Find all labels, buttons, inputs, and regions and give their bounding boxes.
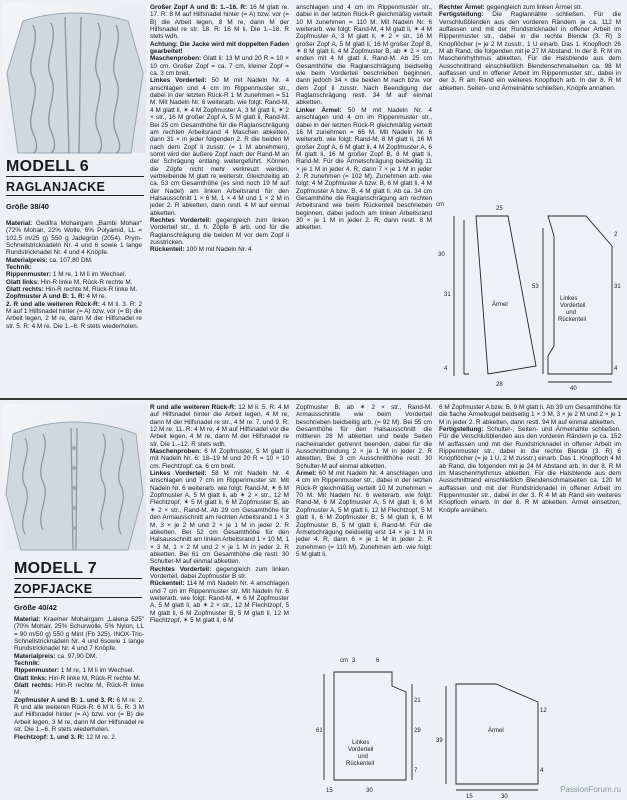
model6-column-4: [439, 4, 621, 194]
model7-sleeve-label: Ärmel: [488, 728, 504, 734]
instruction-paragraph: [6, 286, 142, 293]
instruction-text: 114 M mit Nadeln Nr. 4 anschlagen und 7 cm im Rippenmuster str. Mit Nadeln Nr. 6 weiterarb. wie folgt: Rand-M, ✶ 6 M Zopfmuster A, 5 M glatt li, ab ✶ 2 × str., 12 M Flechtzopf, 5 M glatt li, 6 M Zopfmuster B, 5 M glatt li, 12 M Flechtzopf, ✶ 5 M glatt li, 6 M: [150, 580, 289, 624]
instruction-heading: Linkes Vorderteil:: [150, 77, 207, 85]
instruction-heading: Rechter Ärmel:: [439, 4, 485, 11]
svg-text:39: 39: [436, 738, 443, 744]
svg-text:4: 4: [614, 366, 618, 372]
instruction-paragraph: [150, 566, 289, 581]
instruction-text: ca. 97,90 DM.: [55, 652, 98, 660]
instruction-heading: Maschenproben:: [150, 448, 202, 456]
svg-text:3: 3: [352, 658, 356, 664]
instruction-text: Kraemer Mohairgarn „Lalena 525“ (70% Mohair, 25% Schurwolle, 5% Nylon, LL = 90 m/50 g) 550 g Mint (Fb 325). INOX-Tric-Schnellstricknadeln Nr. 4 und 6sowie 1 lange Rundstricknadel Nr. 4 und 7 Knöpfe.: [14, 616, 144, 653]
svg-text:53: 53: [532, 284, 539, 290]
instruction-text: Hin-R rechte M, Rück-R linke M.: [43, 286, 138, 294]
instruction-text: 6 M Zopfmuster, 5 M glatt li mit Nadeln Nr. 6: 18–19 M und 20 R = 10 × 10 cm. Flechtzopf: ca. 6 cm breit.: [150, 448, 289, 470]
instruction-paragraph: [296, 4, 432, 107]
model6-column-3: [296, 4, 432, 390]
svg-text:4: 4: [444, 366, 448, 372]
svg-text:40: 40: [570, 386, 577, 392]
instruction-text: 12 M re. 2.: [84, 733, 117, 741]
instruction-heading: Material:: [14, 616, 41, 623]
model7-title: MODELL 7: [14, 560, 98, 577]
instruction-paragraph: [150, 246, 289, 253]
svg-text:2: 2: [614, 232, 618, 238]
instruction-paragraph: [14, 653, 144, 660]
svg-text:15: 15: [326, 788, 333, 794]
instruction-text: 4 M re.: [84, 293, 107, 301]
model7-subtitle: ZOPFJACKE: [14, 582, 93, 596]
instruction-text: Hin-R linke M, Rück-R rechte M.: [39, 278, 133, 286]
svg-text:7: 7: [414, 768, 418, 774]
section-divider: [0, 398, 627, 400]
instruction-heading: Rechtes Vorderteil:: [150, 565, 212, 573]
model6-size: Größe 38/40: [6, 202, 49, 211]
instruction-paragraph: [6, 301, 142, 330]
instruction-paragraph: [150, 77, 289, 217]
instruction-text: 58 M mit Nadeln Nr. 4 anschlagen und 7 cm im Rippenmuster str. Mit Nadeln Nr. 6 weiterarb. wie folgt: Rand-M, ✶ 6 M Zopfmuster A, 5 M glatt li, ab ✶ 2 × str., 12 M Flechtzopf, ✶ 5 M glatt li, 6 M Zopfmuster B, ab ✶ 2 × str., Rand-M. Ab 29 cm Gesamthöhe für den Armausschnitt am rechten Arbeitsrand 1 × 3 M, 3 × je 2 M und 2 × je 1 M in jeder 2. R abketten. Bei 52 cm Gesamthöhe für den Halsausschnitt am linken Arbeitsrand 1 × 10 M, 1 × 3 M, 1 × 2 M und 2 × je 1 M in jeder 2. R abketten. Bei 61 cm Gesamthöhe die restl. 30 Schulter-M auf einmal abketten.: [150, 470, 289, 566]
instruction-paragraph: [14, 616, 144, 653]
svg-text:und: und: [566, 310, 577, 316]
model7-diagram-unit: cm: [340, 658, 348, 664]
instruction-text: gegengleich zum linken Ärmel str.: [484, 4, 583, 11]
instruction-heading: Rückenteil:: [150, 246, 185, 254]
instruction-text: 12 M li. 5. R: 4 M auf Hilfsnadel hinter die Arbeit legen, 4 M re, dann M der Hilfsnadel re str., 4 M re. 7. und 9. R: 12 M re. 11. R: 4 M re, 4 M auf Hilfsnadel vor die Arbeit legen, 4 M re, dann M der Hilfsnadel re str. Die 1.–12. R stets wdh.: [150, 404, 290, 448]
instruction-text: gegengleich zum linken Vorderteil, dabei Zopfmuster B str.: [150, 565, 289, 580]
instruction-heading: Rechtes Vorderteil:: [150, 216, 212, 224]
instruction-heading: Technik:: [14, 660, 40, 668]
instruction-text: Schulter-, Seiten- und Ärmelnähte schließen. Für die Verschlußblenden aus den vorderen Rändern je ca. 152 M auffassen und mit der Rundstricknadel in offener Arbeit im Rippenmuster str., dabei in die rechte Blende (3. R) 6 Knopflöcher (= je 1 U, 2 M zusstr.) einarb. Das 1. Knopfloch 4 M ab Rand, die folgenden mit je 24 M Abstand arb. In der 8. R M im Maschenrhythmus abketten. Für die Halsblende aus dem Ausschnittrand einschließlich Blendenschmalseiten ca. 120 M auffassen und mit der Rundstricknadel in offener Arbeit im Rippenmuster str., dabei in der 3. R 4 M ab Rand ein weiteres Knopfloch einarb. In der 8. R M abketten. Ärmel einsetzen, Knöpfe annähen.: [439, 426, 621, 514]
model6-diagram-unit: cm: [436, 202, 444, 208]
svg-text:4: 4: [540, 768, 544, 774]
svg-text:30: 30: [501, 794, 508, 800]
instruction-heading: Ärmel:: [296, 470, 317, 478]
svg-text:21: 21: [414, 698, 421, 704]
svg-text:25: 25: [496, 206, 503, 212]
instruction-heading: Material:: [6, 220, 33, 227]
svg-text:30: 30: [438, 252, 445, 258]
instruction-heading: Flechtzopf: 1. und 3. R:: [14, 733, 85, 741]
instruction-paragraph: [6, 293, 142, 300]
instruction-paragraph: [150, 448, 289, 470]
instruction-paragraph: [14, 734, 144, 741]
instruction-paragraph: [439, 404, 621, 426]
svg-text:Linkes: Linkes: [352, 740, 370, 746]
svg-text:und: und: [358, 754, 369, 760]
instruction-paragraph: [14, 682, 144, 697]
instruction-heading: Zopfmuster A und B: 1. R:: [6, 293, 85, 301]
instruction-heading: Rückenteil:: [150, 580, 185, 588]
instruction-text: Hin-R linke M, Rück-R rechte M.: [47, 674, 141, 682]
instruction-text: Gedifra Mohairgarn „Bambi Mohair“ (72% Mohair, 22% Wolle, 6% Polyamid, LL = 102,5 m/25 g) 550 g Jadegrün (2054). Prym-Schnellstricknadeln Nr. 4 und 6 sowie 1 lange Rundstricknadel Nr. 4 und 4 Knöpfe.: [6, 220, 142, 257]
instruction-heading: Materialpreis:: [14, 652, 56, 660]
svg-text:31: 31: [614, 284, 621, 290]
instruction-text: anschlagen und 4 cm im Rippenmuster str., dabei in der letzten Rück-R gleichmäßig verteilt 10 M zunehmen = 110 M. Mit Nadeln Nr. 6 weiterarb. wie folgt: Rand-M, 4 M glatt li, ✶ 4 M Zopfmuster A, 3 M glatt li, ✶ 2 × str., 16 M großer Zopf A, 5 M glatt li, 16 M großer Zopf B, ✶ 8 M glatt li, 4 M Zopfmuster B, ab ✶ 2 × str., enden mit 4 M glatt li, Rand-M. Ab 25 cm Gesamthöhe die Raglanschrägung beidseitig wie beim Vorderteil beschrieben beginnen, dann jedoch 34 × die beiden M nach bzw. vor dem Zopf li zusstr. Nach Beendigung der Raglanschrägung restl. 34 M auf einmal abketten.: [296, 4, 432, 107]
instruction-heading: Technik:: [6, 264, 32, 272]
model7-size: Größe 40/42: [14, 603, 57, 612]
instruction-paragraph: [439, 426, 621, 514]
instruction-text: 6 M Zopfmuster A bzw. B, 9 M glatt li. Ab 39 cm Gesamthöhe für die flache Ärmelkugel beidseitig 1 × 3 M, 3 × je 2 M und 2 × je 1 M in jeder 2. R abketten, dann restl. 94 M auf einmal abketten.: [439, 404, 621, 426]
instruction-text: 1 M re, 1 M li im Wechsel.: [51, 271, 127, 279]
model6-column-1: [6, 220, 142, 390]
instruction-text: Glatt li: 13 M und 20 R = 10 × 10 cm. Großer Zopf = ca. 7 cm, kleiner Zopf = ca. 3 cm breit.: [150, 55, 289, 78]
instruction-paragraph: [6, 220, 142, 257]
svg-text:15: 15: [466, 794, 473, 800]
instruction-paragraph: [150, 4, 289, 41]
model7-column-2: [150, 404, 289, 798]
instruction-heading: Rippenmuster:: [14, 667, 60, 675]
instruction-heading: Zopfmuster A und B: 1. und 3. R:: [14, 696, 115, 704]
instruction-heading: Glatt rechts:: [14, 682, 53, 690]
instruction-paragraph: [150, 404, 289, 448]
model6-sleeve-label: Ärmel: [492, 302, 508, 308]
instruction-text: Zopfmuster B, ab ✶ 2 × str., Rand-M. Armausschnitte wie beim Vorderteil beschrieben beidseitig arb. (= 92 M). Bei 55 cm Gesamthöhe für den Halsausschnitt die mittleren 28 M abketten und beide Seiten nacheinander getrennt beenden, dabei für die Ausschnittrundung 2 × je 1 M in jeder 2. R abketten. Bei 3 cm Ausschnitthöhe restl. 30 Schulter-M auf einmal abketten.: [296, 404, 432, 470]
instruction-heading: Großer Zopf A und B: 1.–16. R:: [150, 4, 248, 11]
instruction-paragraph: [150, 55, 289, 77]
instruction-paragraph: [439, 11, 621, 92]
instruction-paragraph: [150, 217, 289, 246]
instruction-text: 50 M mit Nadeln Nr. 4 anschlagen und 4 cm im Rippenmuster str., dabei in der letzten Rück-R gleichmäßig verteilt 16 M zunehmen = 66 M. Mit Nadeln Nr. 6 weiterarb. wie folgt: Rand-M, 8 M glatt li, 16 M großer Zopf A, 6 M glatt li, 4 M Zopfmuster A, 6 M glatt li, 16 M großer Zopf B, 8 M glatt li, Rand-M. Für die Ärmelschrägung beidseitig 11 × je 1 M in jeder 4. R, dann 7 × je 1 M in jeder 2. R zunehmen (= 102 M). Zunehmen arb. wie folgt: 4 M Zopfmuster A bzw. B, 6 M glatt li, 4 M Zopfmuster A bzw. B, 4 M glatt li. Ab ca. 34 cm Gesamthöhe die Raglanschrägung am rechten Arbeitsrand wie beim Rückenteil beschrieben beginnen, dabei jedoch am linken Arbeitsrand 30 × je 1 M in jeder 2. R, dann restl. 8 M abketten.: [296, 106, 432, 232]
instruction-heading: Linker Ärmel:: [296, 106, 342, 114]
instruction-text: 50 M mit Nadeln Nr. 4 anschlagen und 4 cm im Rippenmuster str., dabei in der letzten Rück-R 1 M zunehmen = 51 M. Mit Nadeln Nr. 6 weiterarb. wie folgt: Rand-M, 4 M glatt li, ✶ 4 M Zopfmuster A, 3 M glatt li, ✶ 2 × str., 16 M großer Zopf A, 5 M glatt li, Rand-M. Bei 25 cm Gesamthöhe für die Raglanschrägung am rechten Arbeitsrand 4 Maschen abketten, dann 31 × in jeder folgenden 2. R die beiden M nach dem Zopf li zusstr. (= 1 M abnehmen), somit wird der äußere Zopf nach der Rand-M an der Schrägung entlang weitergeführt. Können die Zöpfe nicht mehr verkreuzt werden, verbleibende M glatt re weiterstr. Gleichzeitig ab ca. 53 cm Gesamthöhe (es sind noch 19 M auf der Nadel) am linken Arbeitsrand für den Halsausschnitt 1 × 6 M, 1 × 4 M und 1 × 2 M in jeder 2. R abketten, dann restl. 4 M auf einmal abketten.: [150, 77, 289, 217]
instruction-text: Die Raglannähte schließen. Für die Verschlußblenden aus den vorderen Rändern je ca. 112 M auffassen und mit der Rundstricknadel in offener Arbeit im Rippenmuster str., dabei in die rechte Blende (3. R) 3 Knopflöcher (= je 2 M zusstr., 1 U einarb. Das 1. Knopfloch 26 M ab Rand, die folgenden mit je 27 M Abstand. In der 8. R M im Maschenrhythmus abketten. Für die Halsblende aus dem Ausschnittrand einschließlich Blendenschmalseiten ca. 98 M auffassen und in offener Arbeit im Rippenmuster str., dabei in der 3. R am Rand ein weiteres Knopfloch arb. In der 8. R M abketten. Seiten- und Ärmelnähte schließen, Knöpfe annähen.: [439, 11, 621, 92]
instruction-heading: Fertigstellung:: [439, 426, 484, 434]
svg-text:31: 31: [444, 292, 451, 298]
model7-column-4: [439, 404, 621, 652]
instruction-paragraph: [296, 470, 432, 558]
instruction-paragraph: [14, 667, 144, 674]
svg-text:29: 29: [414, 728, 421, 734]
instruction-heading: Rippenmuster:: [6, 271, 52, 279]
instruction-paragraph: [296, 404, 432, 470]
instruction-heading: Achtung: Die Jacke wird mit doppelten Faden gearbeitet!: [150, 40, 289, 56]
svg-text:12: 12: [540, 708, 547, 714]
model6-schematic: [436, 196, 624, 394]
instruction-heading: Materialpreis:: [6, 256, 48, 264]
instruction-heading: Glatt links:: [14, 674, 48, 682]
instruction-text: ca. 107,80 DM.: [47, 256, 93, 264]
svg-text:Vorderteil: Vorderteil: [560, 303, 586, 309]
model7-column-3: [296, 404, 432, 644]
instruction-paragraph: [150, 580, 289, 624]
instruction-text: 100 M mit Nadeln Nr. 4: [184, 246, 252, 254]
instruction-text: 6 M re. 2. R und alle weiteren Rück-R: 6 M li. 5. R: 3 M auf Hilfsnadel hinter (= A) bzw. vor (= B) die Arbeit legen, 3 M re, dann M der Hilfsnadel re str. Die 1.–6. R stets wiederholen.: [14, 696, 144, 734]
instruction-paragraph: [14, 697, 144, 734]
svg-text:6: 6: [376, 658, 380, 664]
instruction-heading: R und alle weiteren Rück-R:: [150, 404, 237, 411]
model7-schematic: [296, 652, 622, 800]
instruction-paragraph: [150, 470, 289, 565]
braided-cardigan-illustration: [3, 404, 146, 550]
cable-cardigan-illustration: [3, 3, 146, 153]
instruction-text: gegengleich zum linken Vorderteil str., d. h. Zöpfe B arb. und für die Raglanschrägung die beiden M vor dem Zopf li zusstricken.: [150, 216, 289, 246]
instruction-heading: Fertigstellung:: [439, 11, 484, 19]
svg-text:Rückenteil: Rückenteil: [346, 761, 375, 767]
instruction-text: 60 M mit Nadeln Nr. 4 anschlagen und 4 cm im Rippenmuster str., dabei in der letzten Rück-R gleichmäßig verteilt 10 M zunehmen = 70 M. Mit Nadeln Nr. 6 weiterarb. wie folgt: Rand-M, 6 M Zopfmuster A, 5 M glatt li, 6 M Zopfmuster A, 5 M glatt li, 12 M Flechtzopf, 5 M glatt li, 6 M Zopfmuster B, 5 M glatt li, 6 M Zopfmuster B, 5 M glatt li, Rand-M. Für die Ärmelschrägung beidseitig erst 14 × je 1 M in jeder 4. R, dann 6 × je 1 M in jeder 2. R zunehmen (= 110 M), Zunehmen arb. wie folgt: 5 M glatt li,: [296, 470, 432, 558]
svg-text:61: 61: [316, 728, 323, 734]
watermark: PassionForum.ru: [560, 785, 621, 794]
svg-text:Vorderteil: Vorderteil: [348, 747, 374, 753]
model6-title: MODELL 6: [6, 158, 90, 175]
instruction-paragraph: [296, 107, 432, 232]
instruction-text: 16 M glatt re. 17. R: 8 M auf Hilfsnadel hinter (= A) bzw. vor (= B) die Arbeit legen, 8 M re, dann M der Hilfsnadel re str. 18. R: 16 M li. Die 1.–18. R stets wdh.: [150, 4, 290, 41]
svg-text:Rückenteil: Rückenteil: [558, 317, 587, 323]
instruction-paragraph: [6, 257, 142, 264]
instruction-paragraph: [6, 271, 142, 278]
instruction-paragraph: [6, 279, 142, 286]
instruction-paragraph: [150, 41, 289, 56]
instruction-heading: Glatt links:: [6, 278, 40, 286]
instruction-heading: 2. R und alle weiteren Rück-R:: [6, 300, 100, 308]
instruction-text: Hin-R rechte M, Rück-R linke M.: [14, 682, 144, 697]
svg-text:30: 30: [366, 788, 373, 794]
model7-photo: [3, 404, 146, 550]
svg-text:Linkes: Linkes: [560, 296, 578, 302]
instruction-heading: Glatt rechts:: [6, 286, 44, 294]
instruction-heading: Maschenproben:: [150, 55, 202, 63]
instruction-paragraph: [6, 264, 142, 271]
instruction-paragraph: [14, 660, 144, 667]
instruction-text: 4 M li. 3. R: 2 M auf 1 Hilfsnadel hinter (= A) bzw. vor (= B) die Arbeit legen, 2 M re, dann M der Hilfsnadel re str. 5. R: 4 M re. Die 1.–6. R stets wiederholen.: [6, 300, 142, 330]
model6-photo: [3, 3, 146, 153]
model6-subtitle: RAGLANJACKE: [6, 180, 106, 194]
instruction-paragraph: [439, 4, 621, 11]
model6-column-2: [150, 4, 289, 390]
instruction-heading: Linkes Vorderteil:: [150, 470, 207, 478]
svg-text:28: 28: [496, 382, 503, 388]
model7-column-1: [14, 616, 144, 798]
instruction-text: 1 M re, 1 M li im Wechsel.: [59, 667, 135, 675]
instruction-paragraph: [14, 675, 144, 682]
